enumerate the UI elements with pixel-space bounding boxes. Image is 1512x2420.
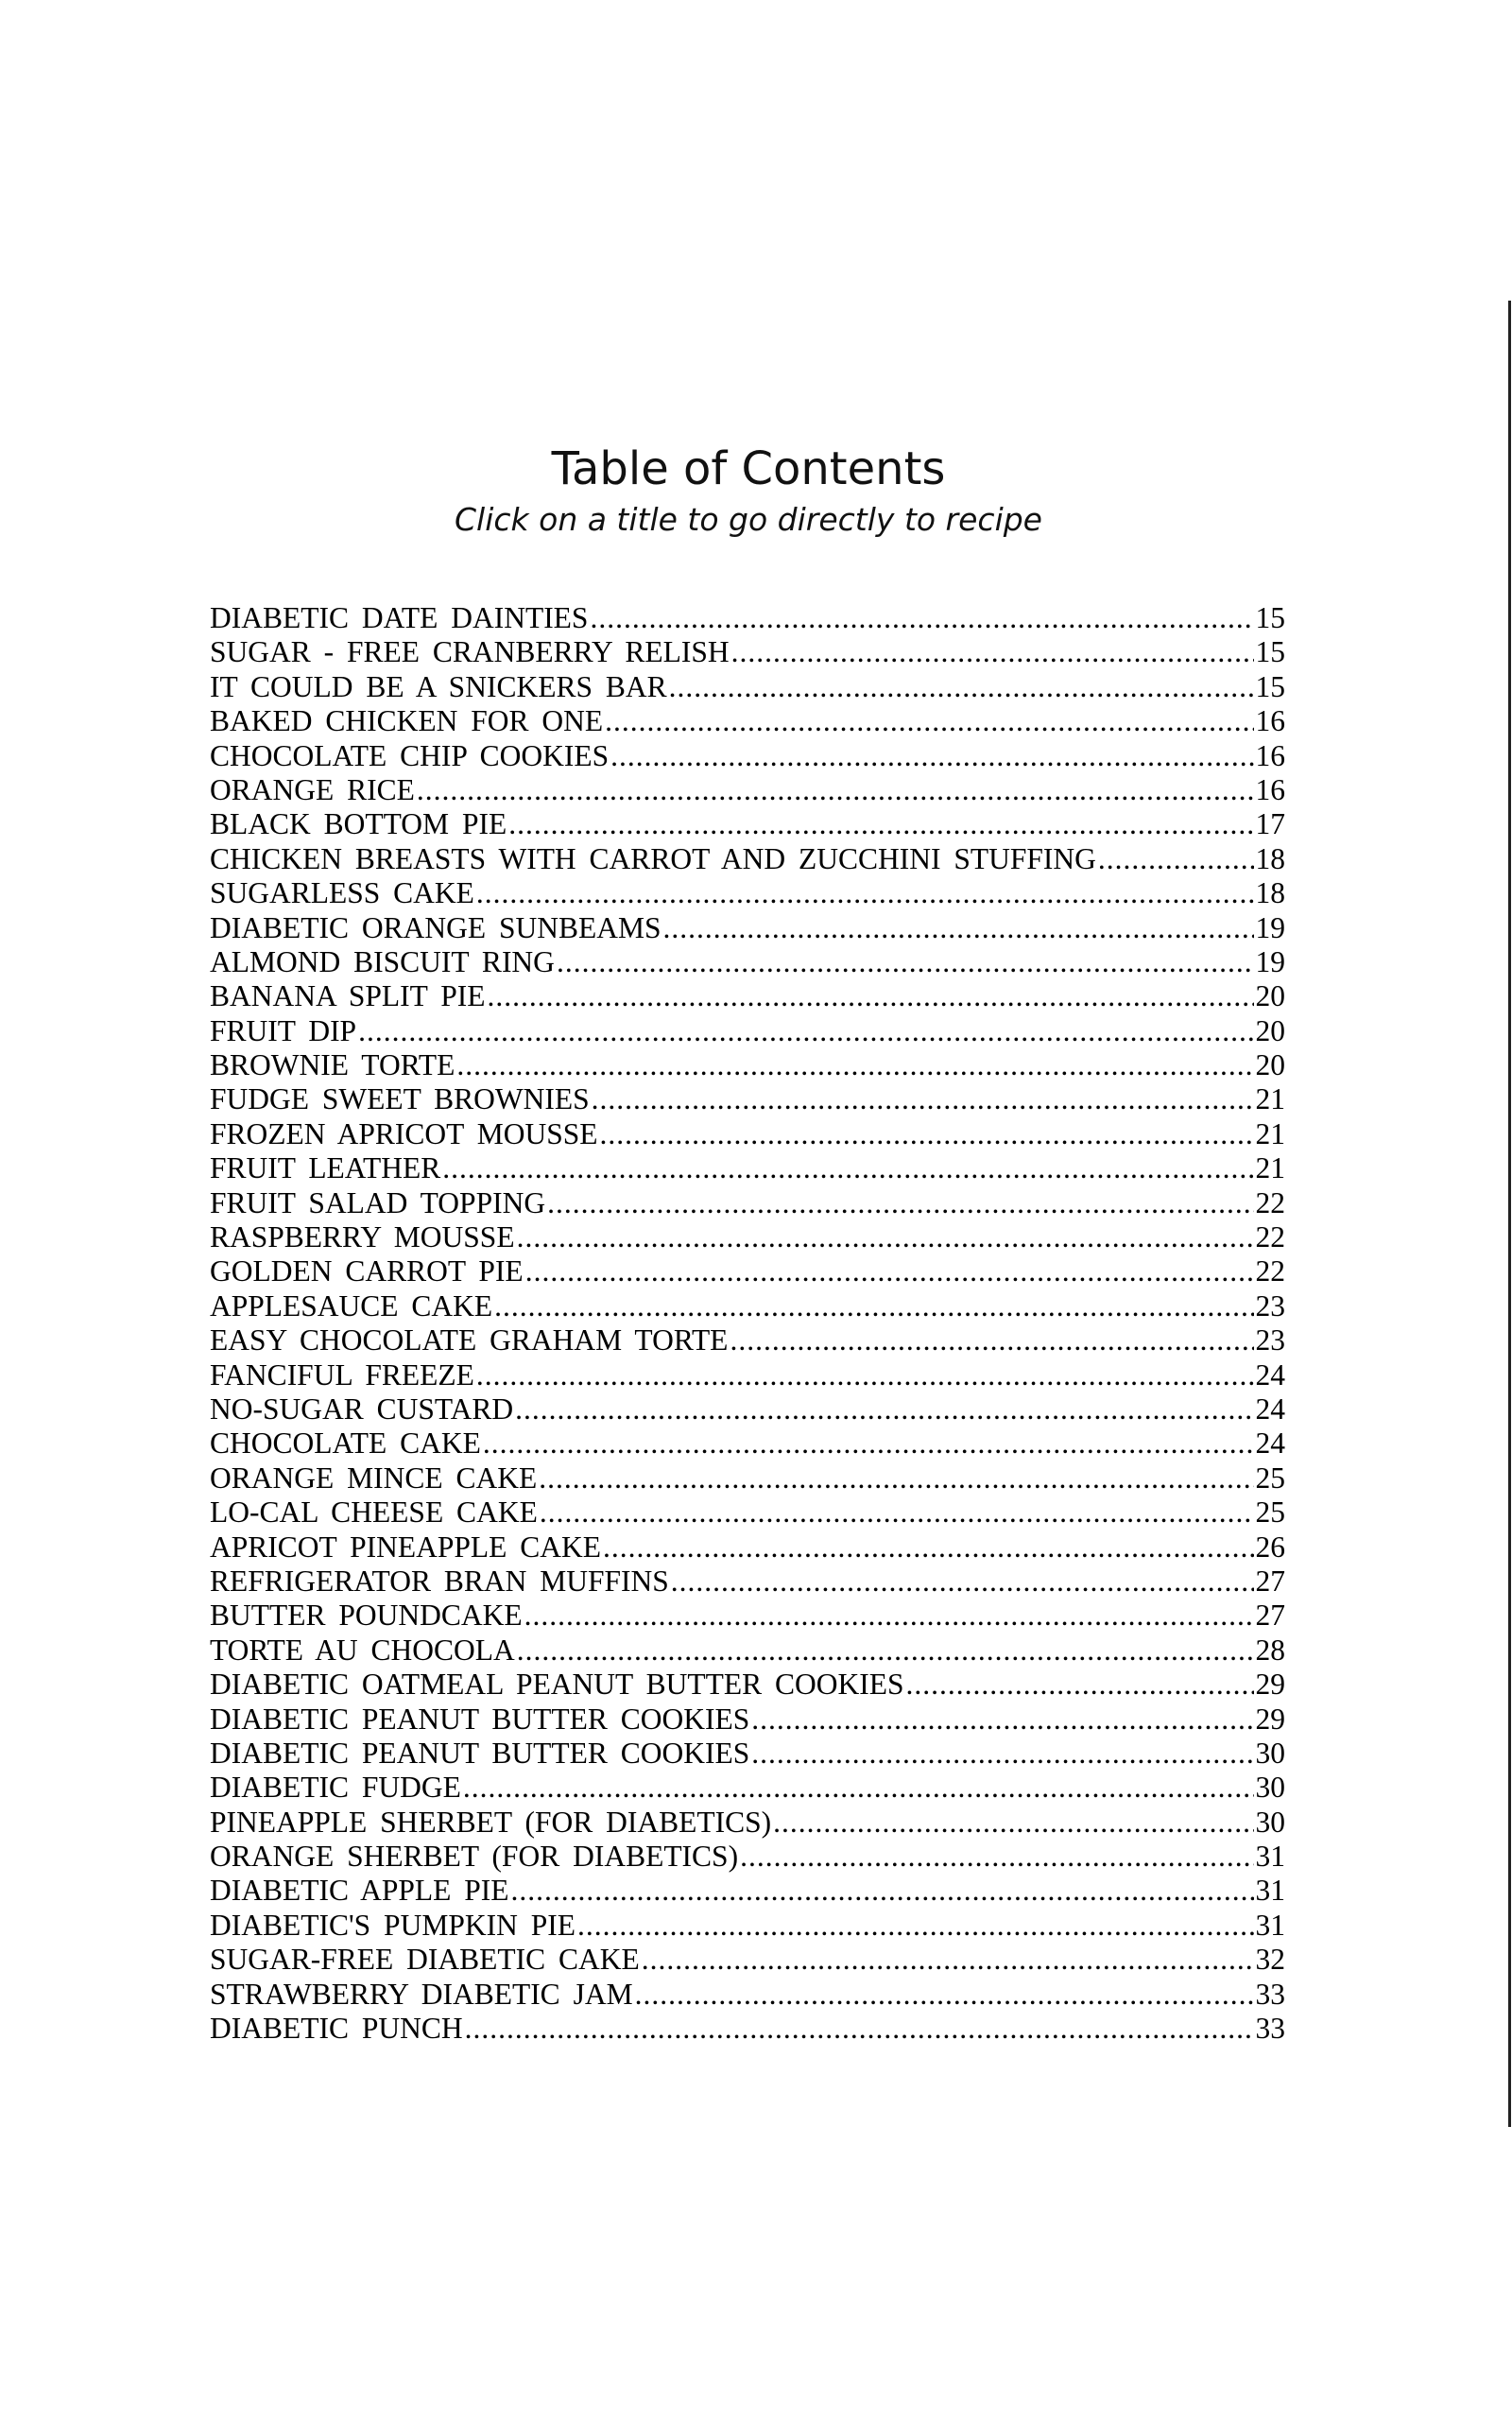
toc-entry-page-number: 27	[1255, 1564, 1285, 1598]
toc-entry-title: EASY CHOCOLATE GRAHAM TORTE	[210, 1323, 729, 1357]
toc-entry-title: TORTE AU CHOCOLA	[210, 1633, 515, 1667]
dot-leader	[600, 1117, 1254, 1151]
dot-leader	[605, 704, 1253, 738]
toc-entry-page-number: 22	[1255, 1185, 1285, 1219]
dot-leader	[515, 1392, 1253, 1426]
toc-entry-title: ORANGE SHERBET (FOR DIABETICS)	[210, 1840, 739, 1874]
toc-entry-title: BANANA SPLIT PIE	[210, 979, 486, 1013]
dot-leader	[483, 1426, 1254, 1461]
toc-entry-link[interactable]	[210, 1840, 1285, 1874]
toc-entry-page-number: 20	[1255, 979, 1285, 1013]
toc-entry-title: DIABETIC ORANGE SUNBEAMS	[210, 910, 662, 944]
toc-entry-page-number: 29	[1255, 1702, 1285, 1736]
dot-leader	[577, 1909, 1254, 1943]
toc-entry-title: DIABETIC DATE DAINTIES	[210, 601, 589, 634]
toc-entry-link[interactable]	[210, 1014, 1285, 1048]
toc-entry-page-number: 29	[1255, 1668, 1285, 1702]
toc-entry-link[interactable]	[210, 1117, 1285, 1151]
toc-entry-link[interactable]	[210, 1426, 1285, 1461]
toc-entry-link[interactable]	[210, 979, 1285, 1013]
dot-leader	[590, 601, 1253, 635]
dot-leader	[592, 1082, 1254, 1116]
dot-leader	[1098, 842, 1254, 876]
dot-leader	[557, 945, 1254, 979]
dot-leader	[751, 1703, 1253, 1737]
toc-entry-page-number: 23	[1255, 1288, 1285, 1322]
dot-leader	[476, 1358, 1254, 1392]
toc-entry-title: FRUIT LEATHER	[210, 1151, 441, 1185]
toc-entry-title: FUDGE SWEET BROWNIES	[210, 1082, 590, 1116]
toc-entry-title: BLACK BOTTOM PIE	[210, 807, 507, 841]
toc-entry-title: DIABETIC APPLE PIE	[210, 1874, 509, 1908]
toc-entry-title: SUGAR-FREE DIABETIC CAKE	[210, 1943, 640, 1977]
toc-entry-title: ALMOND BISCUIT RING	[210, 944, 555, 978]
toc-entry-page-number: 18	[1255, 876, 1285, 910]
dot-leader	[731, 635, 1254, 669]
toc-entry-title: DIABETIC'S PUMPKIN PIE	[210, 1908, 576, 1942]
dot-leader	[751, 1737, 1253, 1771]
dot-leader	[635, 1978, 1254, 2012]
toc-entry-link[interactable]	[210, 1943, 1285, 1977]
toc-entry-title: DIABETIC PUNCH	[210, 2012, 463, 2046]
page-subtitle: Click on a title to go directly to recipe	[455, 500, 1042, 538]
toc-header	[0, 442, 1497, 538]
toc-entry-link[interactable]	[210, 1289, 1285, 1323]
toc-entry-link[interactable]	[210, 1461, 1285, 1495]
toc-entry-page-number: 31	[1255, 1840, 1285, 1874]
page-edge-divider	[1508, 301, 1511, 2127]
toc-entry-page-number: 19	[1255, 910, 1285, 944]
toc-entry-page-number: 20	[1255, 1048, 1285, 1082]
toc-entry-title: DIABETIC OATMEAL PEANUT BUTTER COOKIES	[210, 1668, 904, 1702]
dot-leader	[905, 1668, 1253, 1702]
toc-entry-page-number: 22	[1255, 1254, 1285, 1288]
toc-entry-page-number: 17	[1255, 807, 1285, 841]
toc-entry-page-number: 27	[1255, 1599, 1285, 1633]
toc-entry-page-number: 16	[1255, 772, 1285, 806]
dot-leader	[508, 807, 1253, 841]
toc-entry-link[interactable]	[210, 601, 1285, 635]
dot-leader	[730, 1323, 1253, 1357]
toc-entry-title: SUGAR - FREE CRANBERRY RELISH	[210, 635, 730, 669]
toc-entry-link[interactable]	[210, 1703, 1285, 1737]
toc-entry-title: FRUIT SALAD TOPPING	[210, 1185, 546, 1219]
toc-entry-title: SUGARLESS CAKE	[210, 876, 474, 910]
toc-entry-title: GOLDEN CARROT PIE	[210, 1254, 524, 1288]
toc-entry-link[interactable]	[210, 1806, 1285, 1840]
toc-entry-link[interactable]	[210, 1530, 1285, 1564]
dot-leader	[603, 1530, 1254, 1564]
toc-entry-page-number: 28	[1255, 1633, 1285, 1667]
toc-entry-link[interactable]	[210, 1599, 1285, 1633]
toc-entry-page-number: 22	[1255, 1220, 1285, 1254]
dot-leader	[517, 1634, 1254, 1668]
dot-leader	[463, 1771, 1254, 1805]
toc-entry-link[interactable]	[210, 1358, 1285, 1392]
toc-entry-page-number: 32	[1255, 1943, 1285, 1977]
dot-leader	[517, 1220, 1254, 1254]
toc-entry-page-number: 15	[1255, 601, 1285, 634]
toc-entry-link[interactable]	[210, 773, 1285, 807]
toc-entry-title: CHICKEN BREASTS WITH CARROT AND ZUCCHINI STUFFING	[210, 841, 1096, 875]
toc-entry-link[interactable]	[210, 635, 1285, 669]
toc-entry-link[interactable]	[210, 704, 1285, 738]
toc-entry-title: PINEAPPLE SHERBET (FOR DIABETICS)	[210, 1805, 772, 1839]
dot-leader	[524, 1599, 1254, 1633]
dot-leader	[539, 1461, 1253, 1495]
dot-leader	[456, 1048, 1253, 1082]
toc-entry-title: IT COULD BE A SNICKERS BAR	[210, 669, 667, 703]
toc-entry-link[interactable]	[210, 1495, 1285, 1530]
dot-leader	[487, 979, 1253, 1013]
toc-entry-page-number: 30	[1255, 1736, 1285, 1770]
dot-leader	[476, 876, 1254, 910]
toc-entry-page-number: 26	[1255, 1530, 1285, 1564]
dot-leader	[669, 670, 1254, 704]
toc-entry-title: ORANGE RICE	[210, 772, 415, 806]
toc-entry-page-number: 20	[1255, 1013, 1285, 1047]
toc-entry-page-number: 24	[1255, 1392, 1285, 1426]
toc-entry-page-number: 31	[1255, 1874, 1285, 1908]
toc-entry-page-number: 19	[1255, 944, 1285, 978]
toc-entry-page-number: 33	[1255, 2012, 1285, 2046]
toc-entry-page-number: 21	[1255, 1082, 1285, 1116]
toc-entry-title: FANCIFUL FREEZE	[210, 1357, 474, 1392]
toc-entry-title: ORANGE MINCE CAKE	[210, 1461, 538, 1495]
dot-leader	[525, 1254, 1254, 1288]
toc-entry-page-number: 25	[1255, 1495, 1285, 1530]
toc-entry-page-number: 15	[1255, 635, 1285, 669]
toc-entry-page-number: 24	[1255, 1426, 1285, 1461]
toc-entry-page-number: 24	[1255, 1357, 1285, 1392]
toc-entry-link[interactable]	[210, 1392, 1285, 1426]
toc-entry-title: DIABETIC PEANUT BUTTER COOKIES	[210, 1736, 750, 1770]
toc-entry-title: BROWNIE TORTE	[210, 1048, 455, 1082]
toc-entry-page-number: 33	[1255, 1977, 1285, 2011]
toc-entry-link[interactable]	[210, 1737, 1285, 1771]
toc-entry-page-number: 30	[1255, 1771, 1285, 1805]
dot-leader	[663, 911, 1254, 945]
toc-entry-title: NO-SUGAR CUSTARD	[210, 1392, 514, 1426]
toc-entry-link[interactable]	[210, 1254, 1285, 1288]
toc-entry-title: APPLESAUCE CAKE	[210, 1288, 493, 1322]
toc-entry-link[interactable]	[210, 1978, 1285, 2012]
toc-entry-link[interactable]	[210, 1909, 1285, 1943]
dot-leader	[740, 1840, 1253, 1874]
toc-entry-link[interactable]	[210, 1634, 1285, 1668]
toc-entry-link[interactable]	[210, 842, 1285, 876]
toc-entry-page-number: 25	[1255, 1461, 1285, 1495]
toc-entry-link[interactable]	[210, 1668, 1285, 1702]
toc-entry-title: FRUIT DIP	[210, 1013, 357, 1047]
toc-entry-page-number: 15	[1255, 669, 1285, 703]
toc-entry-page-number: 31	[1255, 1908, 1285, 1942]
toc-entry-link[interactable]	[210, 945, 1285, 979]
page-title: Table of Contents	[551, 442, 946, 495]
toc-entry-title: CHOCOLATE CAKE	[210, 1426, 481, 1461]
toc-entry-title: DIABETIC PEANUT BUTTER COOKIES	[210, 1702, 750, 1736]
toc-entry-page-number: 30	[1255, 1805, 1285, 1839]
dot-leader	[417, 773, 1254, 807]
dot-leader	[671, 1564, 1254, 1599]
toc-entry-title: DIABETIC FUDGE	[210, 1771, 461, 1805]
toc-entry-link[interactable]	[210, 911, 1285, 945]
dot-leader	[642, 1943, 1254, 1977]
table-of-contents	[210, 601, 1285, 2046]
toc-entry-link[interactable]	[210, 1048, 1285, 1082]
toc-entry-page-number: 23	[1255, 1323, 1285, 1357]
toc-entry-title: CHOCOLATE CHIP COOKIES	[210, 738, 610, 772]
toc-entry-link[interactable]	[210, 1186, 1285, 1220]
dot-leader	[494, 1289, 1253, 1323]
toc-entry-link[interactable]	[210, 1220, 1285, 1254]
toc-entry-title: BUTTER POUNDCAKE	[210, 1599, 523, 1633]
toc-entry-title: RASPBERRY MOUSSE	[210, 1220, 515, 1254]
toc-entry-link[interactable]	[210, 1323, 1285, 1357]
dot-leader	[442, 1151, 1253, 1185]
dot-leader	[540, 1495, 1254, 1530]
toc-entry-title: REFRIGERATOR BRAN MUFFINS	[210, 1564, 669, 1598]
toc-entry-link[interactable]	[210, 670, 1285, 704]
toc-entry-link[interactable]	[210, 876, 1285, 910]
toc-entry-title: BAKED CHICKEN FOR ONE	[210, 704, 604, 738]
dot-leader	[465, 2012, 1254, 2046]
toc-entry-link[interactable]	[210, 1151, 1285, 1185]
toc-entry-title: STRAWBERRY DIABETIC JAM	[210, 1977, 633, 2011]
dot-leader	[773, 1806, 1253, 1840]
toc-entry-page-number: 18	[1255, 841, 1285, 875]
toc-entry-page-number: 16	[1255, 738, 1285, 772]
dot-leader	[610, 739, 1253, 773]
toc-entry-link[interactable]	[210, 807, 1285, 841]
toc-entry-title: FROZEN APRICOT MOUSSE	[210, 1116, 598, 1150]
dot-leader	[511, 1874, 1254, 1908]
toc-entry-page-number: 16	[1255, 704, 1285, 738]
toc-entry-link[interactable]	[210, 739, 1285, 773]
toc-entry-page-number: 21	[1255, 1116, 1285, 1150]
toc-entry-link[interactable]	[210, 1874, 1285, 1908]
toc-entry-page-number: 21	[1255, 1151, 1285, 1185]
toc-entry-link[interactable]	[210, 2012, 1285, 2046]
toc-entry-link[interactable]	[210, 1082, 1285, 1116]
toc-entry-title: APRICOT PINEAPPLE CAKE	[210, 1530, 601, 1564]
toc-entry-link[interactable]	[210, 1771, 1285, 1805]
toc-entry-title: LO-CAL CHEESE CAKE	[210, 1495, 538, 1530]
dot-leader	[358, 1014, 1253, 1048]
dot-leader	[547, 1186, 1253, 1220]
toc-entry-link[interactable]	[210, 1564, 1285, 1599]
